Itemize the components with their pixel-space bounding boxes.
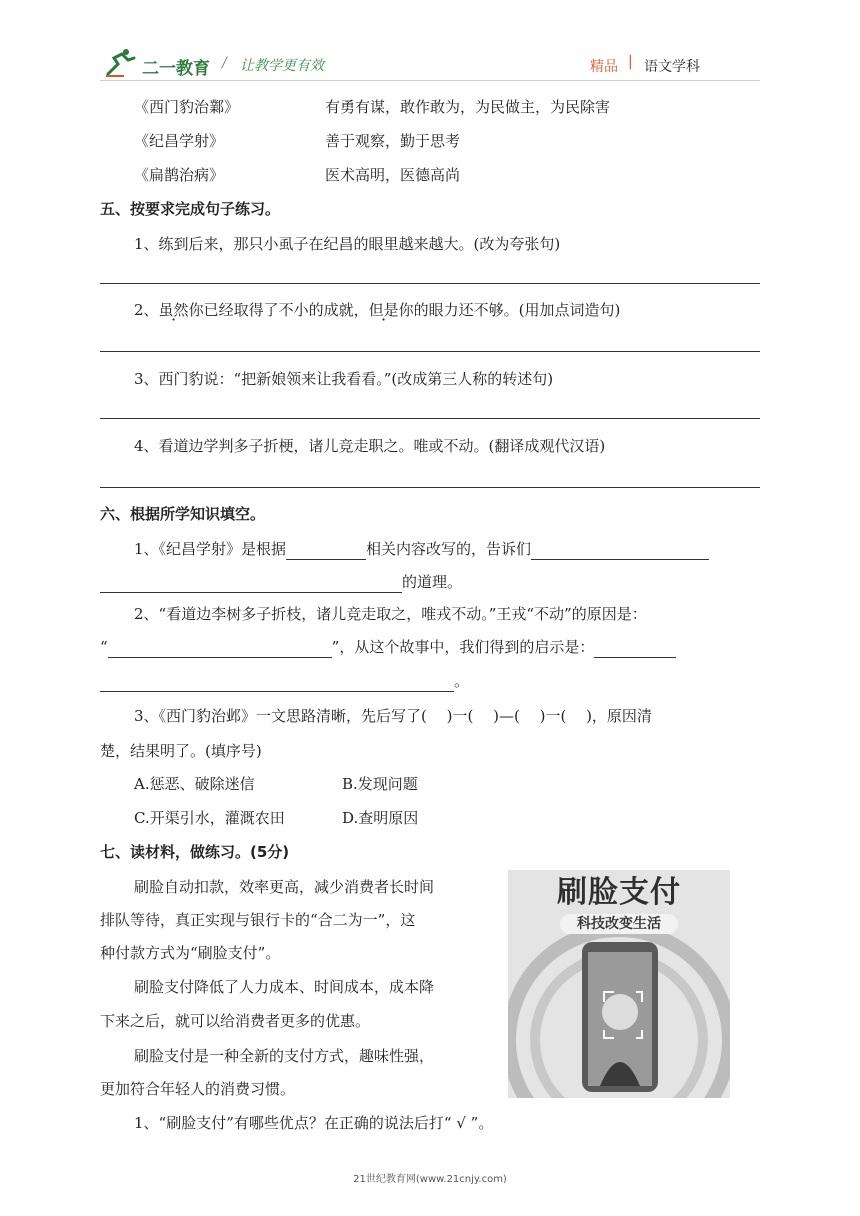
section6-q3-line2: 楚，结果明了。(填序号) [100,742,262,760]
blank-field[interactable] [531,541,709,560]
section5-heading: 五、按要求完成句子练习。 [100,200,281,218]
matching-title: 《纪昌学射》 [134,132,225,150]
q1-text-a: 1、《纪昌学射》是根据 [134,540,287,558]
option-item: B.发现问题 [342,775,418,793]
slogan: 让教学更有效 [240,58,324,74]
section5-q1: 1、练到后来，那只小虱子在纪昌的眼里越来越大。(改为夸张句) [134,235,561,253]
passage-line: 更加符合年轻人的消费习惯。 [100,1080,296,1098]
passage-line: 刷脸支付降低了人力成本、时间成本，成本降 [134,978,435,996]
answer-line[interactable] [100,487,760,488]
matching-desc: 有勇有谋，敢作敢为，为民做主，为民除害 [325,98,611,116]
q1-text-c: 的道理。 [402,573,463,591]
q2-suffix: 你的眼力还不够。(用加点词造句) [398,301,621,319]
option-item: C.开渠引水，灌溉农田 [134,809,285,827]
dotted-word: 但是 [368,301,399,319]
matching-title: 《扁鹊治病》 [134,166,225,184]
section6-q1-line1 [134,538,709,560]
slogan-separator: / [222,55,227,71]
passage-line: 排队等待，真正实现与银行卡的“合二为一”，这 [100,911,416,929]
answer-line[interactable] [100,283,760,284]
quality-label: 精品 [590,59,618,75]
header-rule [100,80,760,81]
q1-text-b: 相关内容改写的，告诉们 [366,540,532,558]
option-item: D.查明原因 [342,809,419,827]
passage-line: 刷脸自动扣款，效率更高，减少消费者长时间 [134,878,435,896]
matching-title: 《西门豹治鄴》 [134,98,240,116]
option-item: A.惩恶、破除迷信 [134,775,255,793]
image-title: 刷脸支付 [557,875,681,910]
answer-line[interactable] [100,418,760,419]
passage-line: 下来之后，就可以给消费者更多的优惠。 [100,1012,371,1030]
matching-desc: 善于观察，勤于思考 [325,132,461,150]
runner-logo-icon [104,48,140,78]
blank-field[interactable] [108,639,332,658]
section5-q2 [134,299,620,321]
section6-q2-line2 [100,636,676,658]
section5-q4: 4、看道边学判多子折梗，诸儿竞走职之。唯或不动。(翻译成观代汉语) [134,437,606,455]
header [0,0,860,90]
q2-text-b: ”，从这个故事中，我们得到的启示是： [331,638,595,656]
blank-field[interactable] [594,639,676,658]
passage-line: 种付款方式为“刷脸支付”。 [100,944,281,962]
q2-end: 。 [454,672,470,690]
q2-mid: 你已经取得了不小的成就， [188,301,369,319]
matching-desc: 医术高明，医德高尚 [325,166,461,184]
blank-field[interactable] [100,574,402,593]
blank-field[interactable] [100,673,454,692]
section6-q2-line3 [100,670,469,692]
subject-label: 语文学科 [644,59,700,75]
section7-q1: 1、“刷脸支付”有哪些优点？在正确的说法后打“ √ ”。 [134,1114,494,1132]
footer-text: 21世纪教育网(www.21cnjy.com) [353,1174,507,1185]
passage-line: 刷脸支付是一种全新的支付方式，趣味性强， [134,1047,435,1065]
answer-line[interactable] [100,351,760,352]
header-divider: | [628,54,633,70]
section6-heading: 六、根据所学知识填空。 [100,505,266,523]
logo-name: 二一教育 [142,59,210,79]
dotted-word: 虽然 [158,301,189,319]
section7-heading: 七、读材料，做练习。(5分) [100,843,290,861]
blank-field[interactable] [286,541,366,560]
q2-open-quote: “ [100,638,108,656]
section5-q3: 3、西门豹说：“把新娘领来让我看看。”(改成第三人称的转述句) [134,370,554,388]
section6-q2-line1: 2、“看道边李树多子折枝，诸儿竞走取之，唯戎不动。”王戎“不动”的原因是： [134,605,647,623]
face-pay-image [508,870,730,1098]
image-subtitle: 科技改变生活 [560,914,678,934]
q2-prefix: 2、 [134,301,159,319]
section6-q1-line2 [100,571,462,593]
section6-q3-line1: 3、《西门豹治邺》一文思路清晰，先后写了( )一( )—( )一( )，原因清 [134,707,652,725]
